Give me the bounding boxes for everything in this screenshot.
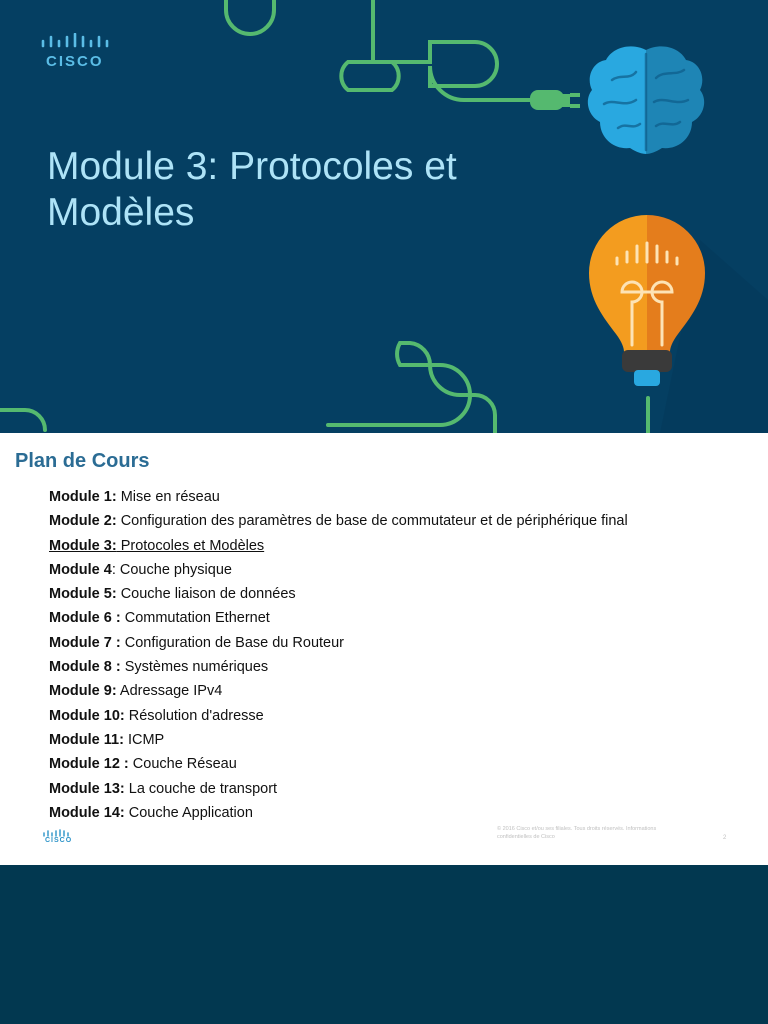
module-list <box>49 485 628 825</box>
plug-icon <box>530 90 580 110</box>
cisco-bars-icon <box>40 33 110 51</box>
module-title: Couche liaison de données <box>116 586 296 603</box>
module-item <box>49 655 628 679</box>
module-title: Mise en réseau <box>116 489 220 505</box>
module-item <box>49 558 628 582</box>
module-label: Module 13: <box>49 780 125 797</box>
module-title: Systèmes numériques <box>120 659 269 676</box>
footer-legal-text <box>497 825 702 841</box>
module-label: Module 8 : <box>49 659 121 676</box>
cisco-logo <box>40 33 110 71</box>
module-label: Module 4 <box>49 561 112 578</box>
outline-heading: Plan de Cours <box>15 450 150 472</box>
module-title: Couche Application <box>124 804 253 821</box>
module-item <box>49 704 628 728</box>
module-label: Module 2: <box>49 513 117 530</box>
footer-cisco-logo <box>42 829 74 849</box>
module-title: La couche de transport <box>124 780 278 797</box>
module-item <box>49 485 628 509</box>
module-item <box>49 728 628 752</box>
lightbulb-icon <box>589 215 768 433</box>
module-item <box>49 801 628 825</box>
module-item <box>49 752 628 776</box>
module-item <box>49 509 628 533</box>
module-item <box>49 777 628 801</box>
slide-title-line1: Module 3: Protocoles et <box>47 145 457 188</box>
module-label: Module 1: <box>49 489 117 505</box>
module-title: Commutation Ethernet <box>120 610 270 627</box>
module-item <box>49 631 628 655</box>
module-title: Couche Réseau <box>128 756 237 773</box>
module-title: : Couche physique <box>111 561 232 578</box>
module-label: Module 11: <box>49 731 124 748</box>
outline-slide <box>0 433 768 865</box>
footer-legal-line1: © 2016 Cisco et/ou ses filiales. Tous droits réservés. Informations <box>497 826 657 832</box>
module-label: Module 10: <box>49 707 125 724</box>
module-title: ICMP <box>123 731 165 748</box>
module-title: Configuration des paramètres de base de commutateur et de périphérique final <box>116 513 628 530</box>
brain-icon <box>588 46 704 154</box>
module-label: Module 14: <box>49 804 125 821</box>
module-label: Module 6 : <box>49 610 121 627</box>
footer-legal-line2: confidentielles de Cisco <box>497 834 555 840</box>
slide-title-line2: Modèles <box>47 191 195 234</box>
module-title: Configuration de Base du Routeur <box>120 634 344 651</box>
module-item <box>49 679 628 703</box>
footer-cisco-bars-icon <box>42 829 72 837</box>
module-label: Module 3: <box>49 537 117 554</box>
module-item <box>49 582 628 606</box>
slide-title <box>47 144 567 236</box>
footer-cisco-wordmark: CISCO <box>45 837 73 844</box>
cisco-wordmark: CISCO <box>46 53 104 70</box>
module-item <box>49 606 628 630</box>
bottom-band <box>0 865 768 1024</box>
module-item <box>49 534 628 558</box>
module-label: Module 5: <box>49 586 117 603</box>
module-label: Module 9: <box>49 683 117 700</box>
footer-page-number: 2 <box>723 835 727 841</box>
module-label: Module 12 : <box>49 756 129 773</box>
module-title: Protocoles et Modèles <box>116 537 265 554</box>
module-title: Résolution d'adresse <box>124 707 264 724</box>
module-title: Adressage IPv4 <box>116 683 223 700</box>
title-slide <box>0 0 768 433</box>
module-label: Module 7 : <box>49 634 121 651</box>
